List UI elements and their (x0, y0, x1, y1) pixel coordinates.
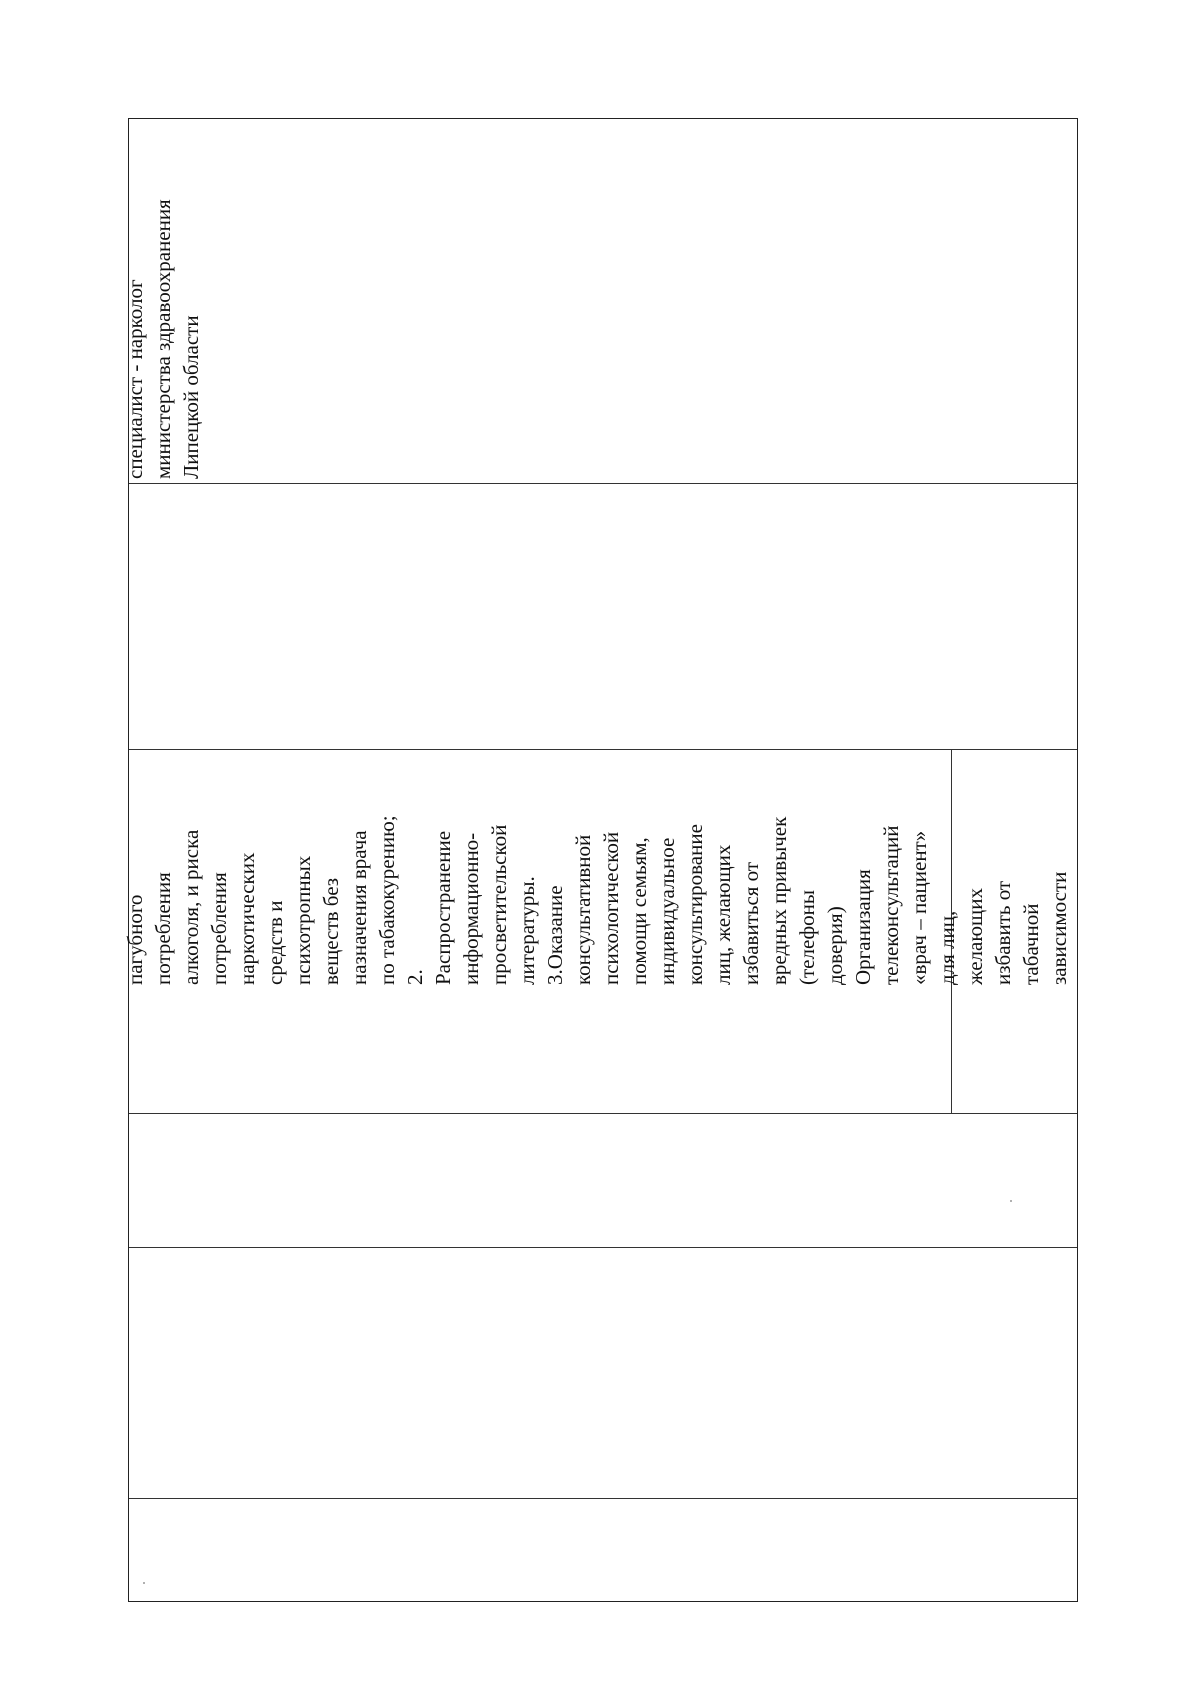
cell-text-line: литературы. (515, 876, 539, 985)
cell-text-line: вредных привычек (767, 816, 791, 985)
table-row-divider (129, 483, 1077, 484)
scan-speck (143, 1582, 145, 1584)
cell-text-line: средств и (263, 900, 287, 985)
cell-text-line: психотропных (291, 855, 315, 985)
cell-text-line: для лиц, (935, 910, 959, 985)
cell-text-line: Распространение (431, 830, 455, 985)
cell-text-line: веществ без (319, 877, 343, 985)
cell-text-line: консультирование (683, 824, 707, 985)
cell-text-line: избавить от (991, 880, 1015, 985)
cell-text-line: пагубного (123, 894, 147, 985)
table-row-divider (129, 1498, 1077, 1499)
cell-text-line: психологической (599, 831, 623, 985)
table-row-divider (129, 1113, 1077, 1114)
cell-activities (121, 815, 1073, 985)
cell-text-line: просветительской (487, 824, 511, 985)
cell-text-line: по табакокурению; (375, 815, 399, 985)
cell-text-line: лиц, желающих (711, 844, 735, 985)
cell-text-line: информационно- (459, 832, 483, 985)
cell-text-line: телеконсультаций (879, 825, 903, 985)
rotated-table (123, 118, 1078, 1602)
cell-text-line: потребления (151, 872, 175, 985)
cell-text-line: зависимости (1047, 871, 1071, 985)
cell-text-line: (телефоны (795, 889, 819, 985)
cell-text-line: назначения врача (347, 830, 371, 985)
cell-text-line: желающих (963, 888, 987, 985)
cell-text-line: специалист - нарколог (123, 279, 147, 479)
cell-text-line: министерства здравоохранения (151, 199, 175, 479)
cell-specialist (121, 199, 205, 479)
cell-text-line: помощи семьям, (627, 837, 651, 985)
table-row-divider (129, 1247, 1077, 1248)
cell-text-line: избавиться от (739, 861, 763, 985)
cell-text-line: «врач – пациент» (907, 830, 931, 985)
cell-text-line: потребления (207, 872, 231, 985)
cell-text-line: алкоголя, и риска (179, 829, 203, 985)
cell-text-line: наркотических (235, 852, 259, 985)
scan-speck (1010, 1200, 1012, 1202)
cell-text-line: Липецкой области (179, 315, 203, 479)
cell-text-line: индивидуальное (655, 837, 679, 985)
cell-text-line: Организация (851, 869, 875, 985)
cell-text-line: консультативной (571, 834, 595, 985)
cell-text-line: 3.Оказание (543, 885, 567, 985)
cell-text-line: 2. (403, 969, 427, 985)
cell-text-line: доверия) (823, 906, 847, 985)
cell-text-line: табачной (1019, 903, 1043, 985)
table-row-divider (129, 749, 1077, 750)
